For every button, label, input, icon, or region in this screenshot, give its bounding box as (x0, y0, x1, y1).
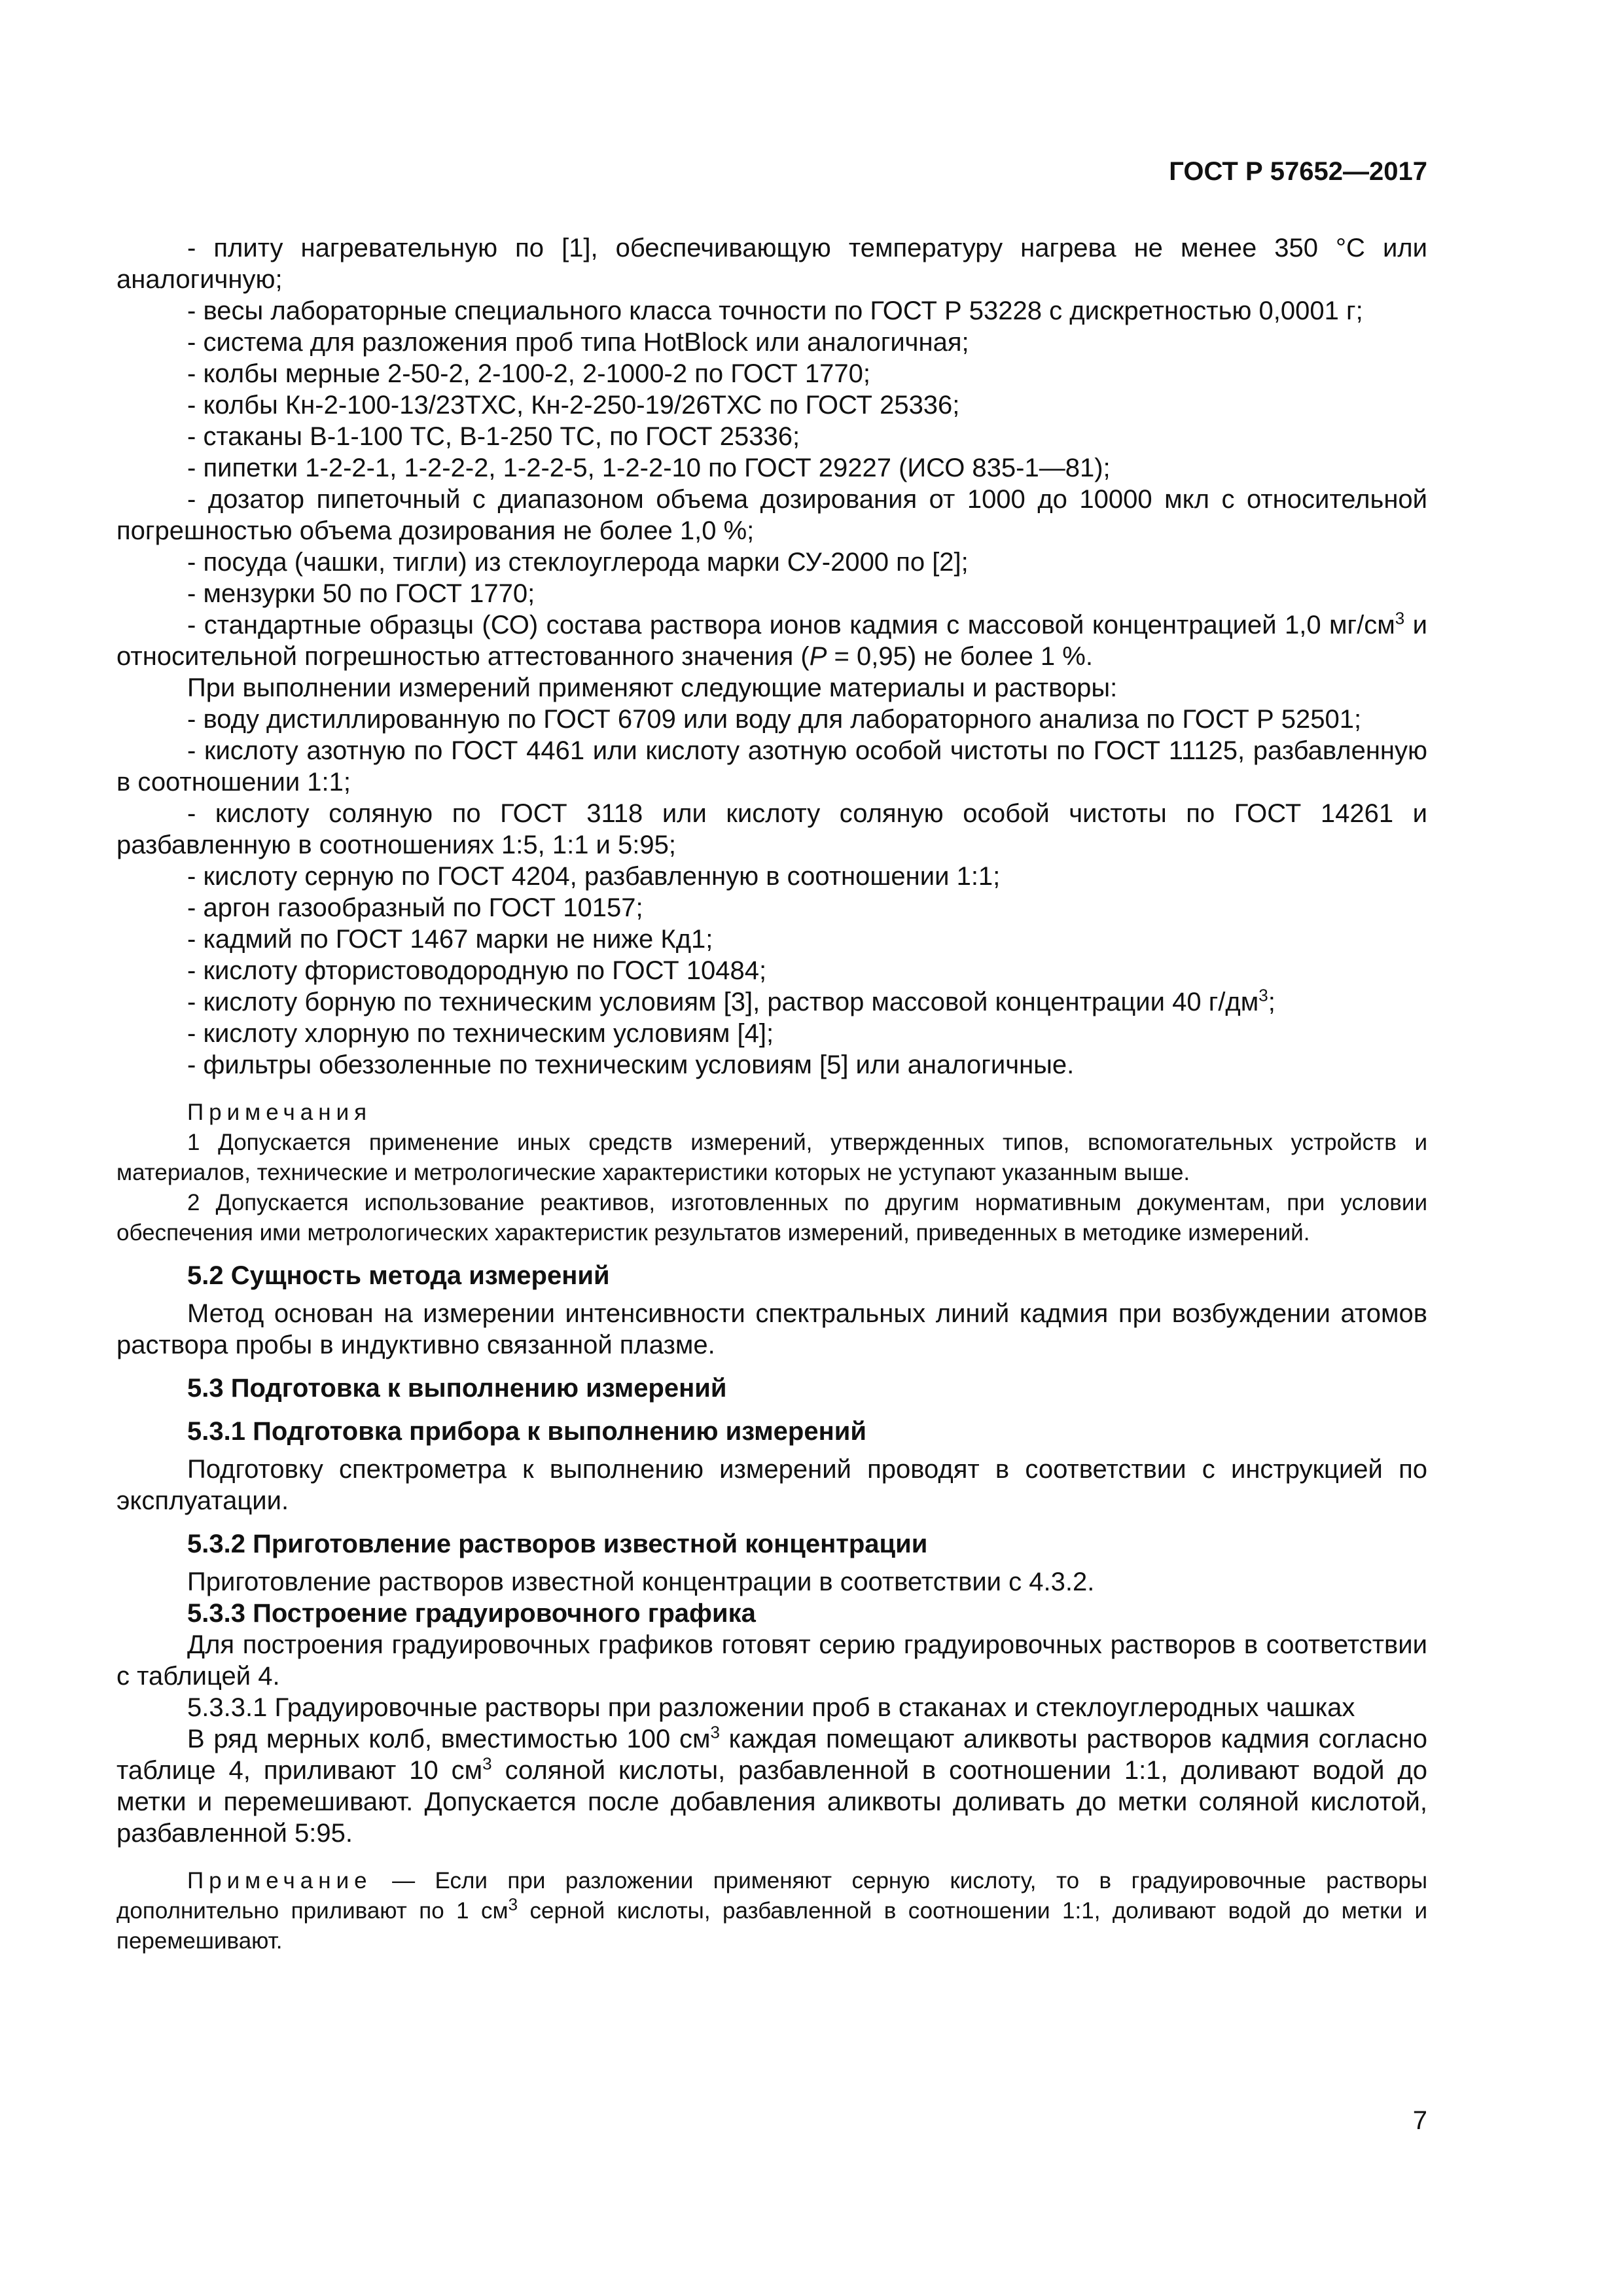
superscript: 3 (482, 1753, 492, 1774)
paragraph-part-a: В ряд мерных колб, вместимостью 100 см (187, 1725, 711, 1753)
standard-samples-text-c: = 0,95) не более 1 %. (827, 642, 1093, 671)
list-item: - система для разложения проб типа HotBlock или аналогичная; (116, 327, 1427, 358)
section-5-2-text: Метод основан на измерении интенсивности спектральных линий кадмия при возбуждении атомов раствора пробы в индуктивно связанной плазме. (116, 1299, 1427, 1359)
list-item-boric-acid (116, 986, 1427, 1018)
standard-samples-text-b: и относительной погрешностью аттестованного значения ( (116, 611, 1427, 671)
list-item-standard-samples (116, 609, 1427, 672)
section-5-3-3-heading: 5.3.3 Построение градуировочного графика (187, 1599, 756, 1628)
superscript: 3 (710, 1722, 720, 1742)
list-item: - кислоту серную по ГОСТ 4204, разбавленную в соотношении 1:1; (116, 861, 1427, 892)
section-5-3-1-text: Подготовку спектрометра к выполнению измерений проводят в соответствии с инструкцией по эксплуатации. (116, 1455, 1427, 1515)
final-note-label: Примечание (187, 1868, 372, 1893)
section-5-3-2-heading: 5.3.2 Приготовление растворов известной концентрации (187, 1530, 928, 1558)
section-5-3-3-1-heading: 5.3.3.1 Градуировочные растворы при разложении проб в стаканах и стеклоуглеродных чашках (187, 1693, 1355, 1722)
page-content (116, 232, 1427, 1956)
list-item: - стаканы В-1-100 ТС, В-1-250 ТС, по ГОСТ 25336; (116, 421, 1427, 452)
list-item: - кислоту соляную по ГОСТ 3118 или кислоту соляную особой чистоты по ГОСТ 14261 и разбавленную в соотношениях 1:5, 1:1 и 5:95; (116, 798, 1427, 861)
notes-title: Примечания (187, 1100, 372, 1125)
document-code-header: ГОСТ Р 57652—2017 (1169, 157, 1427, 186)
list-item: - весы лабораторные специального класса точности по ГОСТ Р 53228 с дискретностью 0,0001 г; (116, 295, 1427, 327)
list-item: - аргон газообразный по ГОСТ 10157; (116, 892, 1427, 924)
boric-acid-text: кислоту борную по техническим условиям [3], раствор массовой концентрации 40 г/дм (203, 988, 1259, 1016)
list-item: - колбы Кн-2-100-13/23ТХС, Кн-2-250-19/26ТХС по ГОСТ 25336; (116, 389, 1427, 421)
probability-symbol: Р (809, 642, 827, 671)
boric-acid-end: ; (1268, 988, 1275, 1016)
section-5-3-2-text: Приготовление растворов известной концентрации в соответствии с 4.3.2. (187, 1568, 1095, 1596)
list-item: - пипетки 1-2-2-1, 1-2-2-2, 1-2-2-5, 1-2-2-10 по ГОСТ 29227 (ИСО 835-1—81); (116, 452, 1427, 484)
list-item: - фильтры обеззоленные по техническим условиям [5] или аналогичные. (116, 1049, 1427, 1081)
note-2: 2 Допускается использование реактивов, изготовленных по другим нормативным документам, при условии обеспечения ими метрологических характеристик результатов измерений, приведенных в методике измерений. (116, 1190, 1427, 1246)
section-5-3-3-1-text (116, 1723, 1427, 1849)
list-item: - плиту нагревательную по [1], обеспечивающую температуру нагрева не менее 350 °С или аналогичную; (116, 232, 1427, 295)
superscript: 3 (1395, 608, 1405, 628)
section-5-3-1-heading: 5.3.1 Подготовка прибора к выполнению измерений (187, 1417, 866, 1446)
paragraph-part-c: соляной кислоты, разбавленной в соотношении 1:1, доливают водой до метки и перемешивают. Допускается после добавления аликвоты доливать до метки соляной кислотой, разбавленной 5:95. (116, 1756, 1427, 1848)
section-5-3-3-text: Для построения градуировочных графиков готовят серию градуировочных растворов в соответствии с таблицей 4. (116, 1630, 1427, 1691)
superscript: 3 (1258, 985, 1268, 1005)
section-5-2-heading: 5.2 Сущность метода измерений (187, 1261, 610, 1290)
list-item: - кислоту азотную по ГОСТ 4461 или кислоту азотную особой чистоты по ГОСТ 11125, разбавленную в соотношении 1:1; (116, 735, 1427, 798)
list-item: - дозатор пипеточный с диапазоном объема дозирования от 1000 до 10000 мкл с относительной погрешностью объема дозирования не более 1,0 %; (116, 484, 1427, 547)
superscript: 3 (508, 1894, 518, 1914)
list-item: - кадмий по ГОСТ 1467 марки не ниже Кд1; (116, 924, 1427, 955)
standard-samples-text-a: стандартные образцы (СО) состава раствора ионов кадмия с массовой концентрацией 1,0 мг/см (204, 611, 1395, 639)
materials-intro: При выполнении измерений применяют следующие материалы и растворы: (187, 673, 1118, 702)
page-number: 7 (1412, 2106, 1427, 2135)
list-item: - мензурки 50 по ГОСТ 1770; (116, 578, 1427, 609)
list-item: - воду дистиллированную по ГОСТ 6709 или воду для лабораторного анализа по ГОСТ Р 52501; (116, 704, 1427, 735)
paragraph-part-b: каждая помещают аликвоты растворов кадмия согласно таблице 4, приливают 10 см (116, 1725, 1427, 1785)
list-item: - колбы мерные 2-50-2, 2-100-2, 2-1000-2 по ГОСТ 1770; (116, 358, 1427, 389)
list-item: - кислоту фтористоводородную по ГОСТ 10484; (116, 955, 1427, 986)
list-item: - посуда (чашки, тигли) из стеклоуглерода марки СУ-2000 по [2]; (116, 547, 1427, 578)
final-note (116, 1866, 1427, 1956)
section-5-3-heading: 5.3 Подготовка к выполнению измерений (187, 1374, 727, 1403)
list-item: - кислоту хлорную по техническим условиям [4]; (116, 1018, 1427, 1049)
final-note-text-b: серной кислоты, разбавленной в соотношении 1:1, доливают водой до метки и перемешивают. (116, 1898, 1427, 1954)
final-note-text-a: — Если при разложении применяют серную кислоту, то в градуировочные растворы дополнительно приливают по 1 см (116, 1868, 1427, 1924)
note-1: 1 Допускается применение иных средств измерений, утвержденных типов, вспомогательных устройств и материалов, технические и метрологические характеристики которых не уступают указанным выше. (116, 1130, 1427, 1185)
